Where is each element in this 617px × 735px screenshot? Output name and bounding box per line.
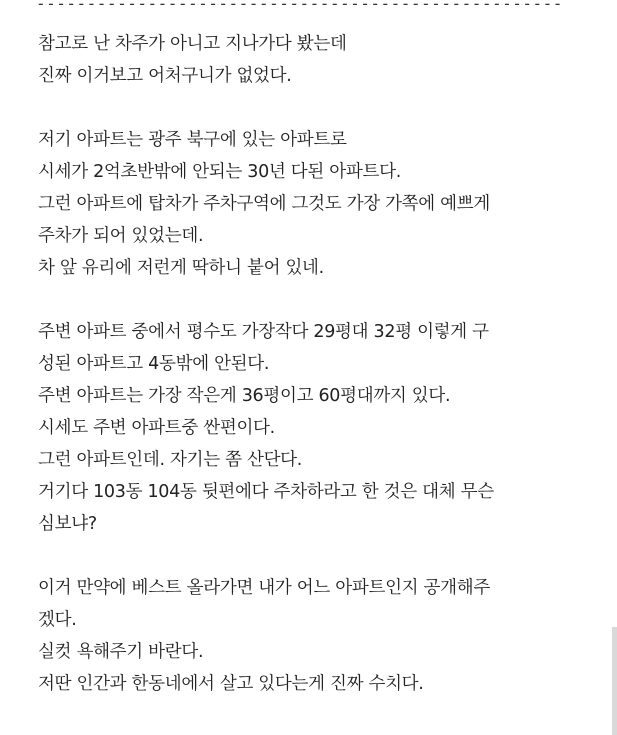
text-line: 진짜 이거보고 어처구니가 없었다. xyxy=(38,66,292,86)
text-line: 성된 아파트고 4동밖에 안된다. xyxy=(38,354,270,374)
paragraph xyxy=(38,28,598,92)
text-line: 시세가 2억초반밖에 안되는 30년 다된 아파트다. xyxy=(38,162,401,182)
post-body xyxy=(38,28,598,700)
text-line: 실컷 욕해주기 바란다. xyxy=(38,642,204,662)
text-line: 시세도 주변 아파트중 싼편이다. xyxy=(38,418,275,438)
paragraph xyxy=(38,316,598,540)
paragraph-gap xyxy=(38,284,598,316)
scrollbar[interactable] xyxy=(612,627,617,735)
text-line: 차 앞 유리에 저런게 딱하니 붙어 있네. xyxy=(38,258,324,278)
text-line: 심보냐? xyxy=(38,514,97,534)
text-line: 주변 아파트 중에서 평수도 가장작다 29평대 32평 이렇게 구 xyxy=(38,322,489,342)
text-line: 저기 아파트는 광주 북구에 있는 아파트로 xyxy=(38,130,347,150)
paragraph-gap xyxy=(38,92,598,124)
text-line: 저딴 인간과 한동네에서 살고 있다는게 진짜 수치다. xyxy=(38,674,424,694)
dashed-divider: ---------------------------------------------------- xyxy=(36,0,563,13)
paragraph xyxy=(38,124,598,284)
text-line: 겠다. xyxy=(38,610,77,630)
text-line: 그런 아파트인데. 자기는 쫌 산단다. xyxy=(38,450,303,470)
text-line: 주변 아파트는 가장 작은게 36평이고 60평대까지 있다. xyxy=(38,386,451,406)
paragraph xyxy=(38,572,598,700)
text-line: 참고로 난 차주가 아니고 지나가다 봤는데 xyxy=(38,34,347,54)
text-line: 주차가 되어 있었는데. xyxy=(38,226,204,246)
text-line: 그런 아파트에 탑차가 주차구역에 그것도 가장 가쪽에 예쁘게 xyxy=(38,194,490,214)
text-line: 이거 만약에 베스트 올라가면 내가 어느 아파트인지 공개해주 xyxy=(38,578,490,598)
paragraph-gap xyxy=(38,540,598,572)
text-line: 거기다 103동 104동 뒷편에다 주차하라고 한 것은 대체 무슨 xyxy=(38,482,494,502)
